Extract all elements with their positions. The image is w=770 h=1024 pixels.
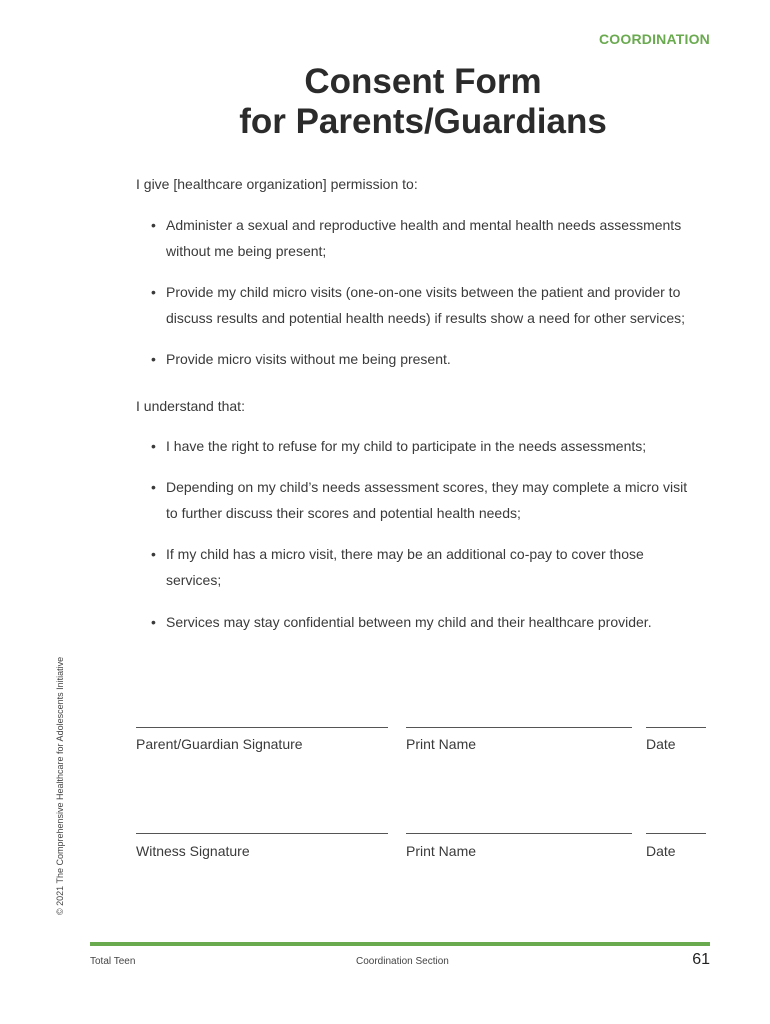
intro-understand: I understand that: [136, 398, 245, 414]
witness-date-label: Date [646, 843, 676, 859]
title-line-2: for Parents/Guardians [239, 102, 607, 141]
list-item-line-2: without me being present; [166, 243, 327, 259]
list-item [150, 474, 736, 526]
list-item-line-2: to further discuss their scores and potential health needs; [166, 505, 521, 521]
list-item [150, 609, 736, 635]
parent-signature-line[interactable] [136, 727, 388, 728]
witness-print-name-label: Print Name [406, 843, 477, 859]
footer-section: Coordination Section [356, 956, 449, 967]
list-item [150, 433, 736, 459]
list-item-line-2: discuss results and potential health needs) if results show a need for other services; [166, 310, 686, 326]
list-item [150, 541, 736, 593]
witness-print-name-line[interactable] [406, 833, 632, 834]
parent-print-name-line[interactable] [406, 727, 632, 728]
footer-publication: Total Teen [90, 956, 136, 967]
list-item-line-1: Provide micro visits without me being present. [166, 351, 451, 367]
list-item-line-1: Services may stay confidential between my child and their healthcare provider. [166, 614, 652, 630]
parent-date-label: Date [646, 736, 676, 752]
bullet-icon: • [151, 351, 156, 367]
copyright-sidebar: © 2021 The Comprehensive Healthcare for Adolescents Initiative [55, 656, 65, 915]
bullet-icon: • [151, 546, 156, 562]
title-line-1: Consent Form [304, 62, 542, 101]
list-item-line-1: I have the right to refuse for my child to participate in the needs assessments; [166, 438, 647, 454]
witness-date-line[interactable] [646, 833, 706, 834]
page-title [0, 62, 770, 142]
intro-permission: I give [healthcare organization] permission to: [136, 176, 418, 192]
parent-signature-label: Parent/Guardian Signature [136, 736, 303, 752]
list-item-line-1: Depending on my child’s needs assessment scores, they may complete a micro visit [166, 479, 688, 495]
list-item [150, 279, 736, 331]
list-item-line-1: Provide my child micro visits (one-on-one visits between the patient and provider to [166, 284, 681, 300]
bullet-icon: • [151, 217, 156, 233]
bullet-icon: • [151, 438, 156, 454]
bullet-icon: • [151, 614, 156, 630]
list-item-line-2: services; [166, 572, 222, 588]
footer-divider [90, 942, 710, 946]
witness-signature-label: Witness Signature [136, 843, 250, 859]
bullet-icon: • [151, 284, 156, 300]
list-item-line-1: Administer a sexual and reproductive health and mental health needs assessments [166, 217, 682, 233]
witness-signature-line[interactable] [136, 833, 388, 834]
parent-print-name-label: Print Name [406, 736, 477, 752]
bullet-icon: • [151, 479, 156, 495]
parent-date-line[interactable] [646, 727, 706, 728]
section-tag: COORDINATION [598, 31, 710, 47]
list-item [150, 346, 736, 372]
page-number: 61 [692, 951, 710, 968]
list-item-line-1: If my child has a micro visit, there may be an additional co-pay to cover those [166, 546, 644, 562]
list-item [150, 212, 736, 264]
